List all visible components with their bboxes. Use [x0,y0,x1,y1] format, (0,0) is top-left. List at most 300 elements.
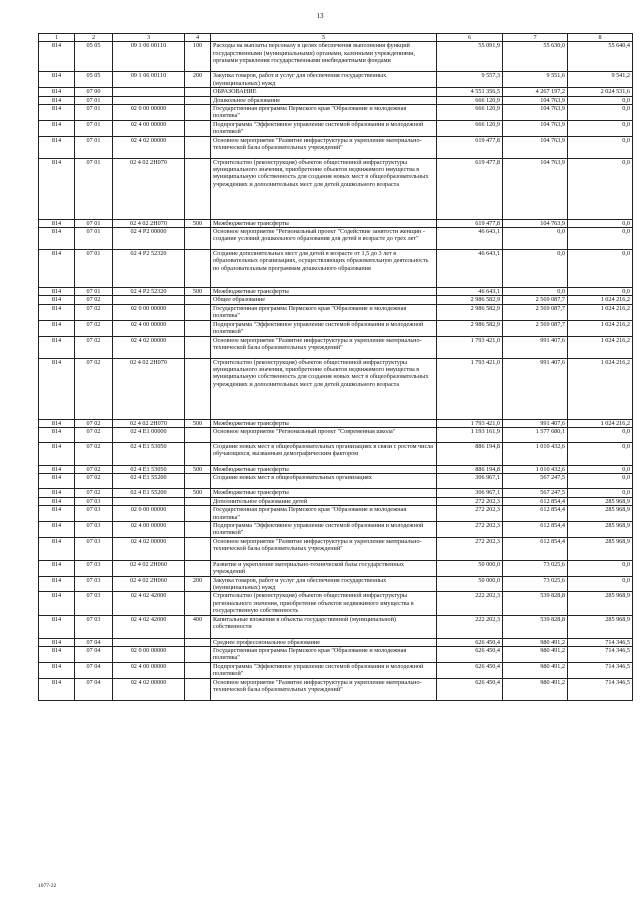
cell-value-year2: 539 828,8 [503,592,568,615]
cell-value-year3: 0,0 [568,250,633,288]
table-row [39,647,633,663]
cell-section-code: 07 02 [75,304,113,320]
cell-value-year3: 0,0 [568,96,633,104]
cell-expense-type [185,506,211,522]
cell-target-code [113,96,185,104]
cell-section-code: 07 03 [75,576,113,592]
cell-expense-type [185,647,211,663]
cell-value-year3: 714 346,5 [568,647,633,663]
cell-description: Закупка товаров, работ и услуг для обеспечения государственных (муниципальных) нужд [211,576,437,592]
cell-value-year3: 55 640,4 [568,42,633,72]
table-row [39,465,633,473]
cell-expense-type [185,678,211,700]
cell-value-year3: 9 541,2 [568,72,633,88]
cell-description: Межбюджетные трансферты [211,288,437,296]
cell-expense-type [185,521,211,537]
cell-description: Развитие и укрепление материально-технической базы государственных учреждений [211,560,437,576]
cell-expense-type [185,638,211,646]
cell-ministry-code: 814 [39,521,75,537]
cell-value-year1: 272 202,3 [437,521,503,537]
cell-section-code: 07 01 [75,136,113,158]
cell-value-year1: 2 986 582,9 [437,296,503,304]
cell-section-code: 07 01 [75,288,113,296]
cell-section-code: 07 04 [75,678,113,700]
cell-expense-type: 500 [185,465,211,473]
cell-value-year1: 272 202,3 [437,506,503,522]
cell-value-year3: 0,0 [568,158,633,219]
cell-ministry-code: 814 [39,136,75,158]
cell-target-code: 02 4 00 00000 [113,662,185,678]
cell-value-year1: 1 793 421,0 [437,358,503,419]
cell-expense-type [185,592,211,615]
cell-section-code: 05 05 [75,72,113,88]
cell-value-year3: 0,0 [568,105,633,121]
cell-target-code: 02 4 00 00000 [113,320,185,336]
cell-description: Подпрограмма "Эффективное управление системой образования и молодежной политикой" [211,120,437,136]
cell-ministry-code: 814 [39,358,75,419]
cell-value-year2: 567 247,5 [503,489,568,497]
table-row [39,537,633,560]
cell-ministry-code: 814 [39,647,75,663]
cell-value-year3: 714 346,5 [568,662,633,678]
cell-ministry-code: 814 [39,419,75,427]
table-row [39,427,633,442]
cell-value-year1: 306 967,1 [437,489,503,497]
cell-description: Среднее профессиональное образование [211,638,437,646]
table-row [39,250,633,288]
table-row [39,219,633,227]
cell-value-year1: 50 000,0 [437,560,503,576]
cell-target-code [113,497,185,505]
table-row [39,521,633,537]
cell-value-year1: 222 202,3 [437,592,503,615]
cell-expense-type [185,474,211,489]
cell-expense-type [185,560,211,576]
cell-section-code: 07 01 [75,120,113,136]
cell-target-code: 02 4 02 2Н070 [113,419,185,427]
cell-target-code [113,638,185,646]
cell-section-code: 07 02 [75,419,113,427]
cell-target-code: 02 4 02 2Н070 [113,358,185,419]
cell-section-code: 07 01 [75,228,113,250]
cell-ministry-code: 814 [39,662,75,678]
cell-value-year3: 0,0 [568,489,633,497]
cell-ministry-code: 814 [39,88,75,96]
cell-value-year1: 1 193 161,9 [437,427,503,442]
cell-value-year3: 714 346,5 [568,678,633,700]
cell-value-year2: 104 763,9 [503,158,568,219]
cell-expense-type [185,336,211,358]
cell-description: Основное мероприятие "Развитие инфраструктуры и укрепление материально-технической базы образовательных учреждений" [211,336,437,358]
cell-value-year2: 980 491,2 [503,638,568,646]
cell-expense-type [185,136,211,158]
table-row [39,489,633,497]
cell-target-code: 02 4 02 2Н070 [113,158,185,219]
cell-description: Основное мероприятие "Развитие инфраструктуры и укрепление материально-технической базы образовательных учреждений" [211,537,437,560]
cell-description: Капитальные вложения в объекты государственной (муниципальной) собственности [211,615,437,638]
cell-value-year1: 4 551 356,5 [437,88,503,96]
cell-value-year2: 4 267 197,2 [503,88,568,96]
cell-description: Создание новых мест в общеобразовательных организациях [211,474,437,489]
cell-value-year1: 46 643,1 [437,288,503,296]
cell-value-year1: 619 477,8 [437,136,503,158]
cell-target-code: 02 4 02 00000 [113,136,185,158]
cell-value-year2: 73 025,6 [503,560,568,576]
table-row [39,158,633,219]
cell-expense-type: 200 [185,72,211,88]
cell-expense-type: 500 [185,419,211,427]
cell-value-year2: 1 577 680,1 [503,427,568,442]
cell-value-year2: 991 407,6 [503,358,568,419]
table-row [39,576,633,592]
cell-ministry-code: 814 [39,96,75,104]
cell-section-code: 07 03 [75,497,113,505]
cell-expense-type [185,250,211,288]
table-row [39,615,633,638]
cell-target-code: 02 0 00 00000 [113,105,185,121]
cell-value-year2: 0,0 [503,250,568,288]
cell-target-code: 02 4 02 00000 [113,537,185,560]
budget-table [38,33,633,701]
cell-value-year1: 666 120,9 [437,120,503,136]
cell-value-year3: 0,0 [568,465,633,473]
cell-ministry-code: 814 [39,228,75,250]
cell-value-year2: 612 854,4 [503,537,568,560]
cell-value-year2: 73 025,6 [503,576,568,592]
cell-value-year3: 0,0 [568,120,633,136]
cell-target-code: 09 1 06 00110 [113,42,185,72]
cell-value-year3: 0,0 [568,136,633,158]
cell-section-code: 07 02 [75,358,113,419]
cell-ministry-code: 814 [39,427,75,442]
cell-value-year2: 2 569 087,7 [503,304,568,320]
cell-description: Расходы на выплаты персоналу в целях обеспечения выполнения функций государственными (муниципальными) органами, казенными учреждениями, органами управления государственными внебюджетными фондами [211,42,437,72]
cell-ministry-code: 814 [39,560,75,576]
cell-target-code: 02 4 02 2Н060 [113,576,185,592]
column-header: 1 [39,34,75,42]
cell-value-year2: 2 569 087,7 [503,320,568,336]
cell-value-year3: 2 024 531,6 [568,88,633,96]
cell-description: Государственная программа Пермского края "Образование и молодежная политика" [211,647,437,663]
cell-value-year1: 1 793 421,0 [437,419,503,427]
table-row [39,662,633,678]
cell-description: Подпрограмма "Эффективное управление системой образования и молодежной политикой" [211,521,437,537]
cell-expense-type: 500 [185,219,211,227]
cell-ministry-code: 814 [39,506,75,522]
cell-ministry-code: 814 [39,615,75,638]
cell-section-code: 07 01 [75,158,113,219]
cell-value-year1: 666 120,9 [437,96,503,104]
cell-ministry-code: 814 [39,638,75,646]
cell-ministry-code: 814 [39,320,75,336]
cell-value-year3: 285 968,9 [568,592,633,615]
cell-description: Основное мероприятие "Развитие инфраструктуры и укрепление материально-технической базы образовательных учреждений" [211,678,437,700]
cell-section-code: 07 03 [75,615,113,638]
cell-value-year3: 0,0 [568,228,633,250]
cell-expense-type: 500 [185,288,211,296]
cell-value-year2: 104 763,9 [503,96,568,104]
cell-expense-type [185,358,211,419]
table-row [39,42,633,72]
cell-target-code: 02 0 00 00000 [113,304,185,320]
table-row [39,96,633,104]
cell-target-code: 02 4 02 2Н070 [113,219,185,227]
cell-expense-type [185,537,211,560]
cell-value-year3: 714 346,5 [568,638,633,646]
cell-section-code: 07 02 [75,442,113,465]
cell-target-code: 02 4 00 00000 [113,120,185,136]
cell-value-year3: 1 024 216,2 [568,419,633,427]
cell-value-year1: 886 194,8 [437,442,503,465]
cell-target-code: 09 1 06 00110 [113,72,185,88]
cell-value-year2: 980 491,2 [503,647,568,663]
cell-target-code [113,88,185,96]
cell-value-year3: 0,0 [568,288,633,296]
cell-description: Государственная программа Пермского края "Образование и молодежная политика" [211,304,437,320]
cell-target-code: 02 0 00 00000 [113,506,185,522]
cell-target-code: 02 4 P2 52320 [113,250,185,288]
cell-section-code: 07 03 [75,560,113,576]
cell-description: ОБРАЗОВАНИЕ [211,88,437,96]
cell-ministry-code: 814 [39,474,75,489]
cell-section-code: 07 03 [75,592,113,615]
cell-ministry-code: 814 [39,489,75,497]
cell-description: Строительство (реконструкция) объектов общественной инфраструктуры муниципального значения, приобретение объектов недвижимого имущества в муниципальную собственность для создания новых мест в общеобразовательных учреждениях и дополнительных мест для детей дошкольного возраста [211,358,437,419]
cell-section-code: 07 03 [75,506,113,522]
cell-value-year1: 666 120,9 [437,105,503,121]
cell-value-year2: 612 854,4 [503,506,568,522]
table-row [39,560,633,576]
column-header: 8 [568,34,633,42]
cell-value-year2: 1 010 432,6 [503,442,568,465]
cell-ministry-code: 814 [39,42,75,72]
cell-value-year3: 1 024 216,2 [568,336,633,358]
cell-section-code: 07 00 [75,88,113,96]
cell-value-year2: 104 763,9 [503,105,568,121]
cell-value-year2: 612 854,4 [503,521,568,537]
table-row [39,358,633,419]
cell-expense-type: 500 [185,489,211,497]
cell-section-code: 07 02 [75,489,113,497]
cell-value-year2: 980 491,2 [503,678,568,700]
cell-ministry-code: 814 [39,537,75,560]
header-row [39,34,633,42]
cell-section-code: 07 01 [75,250,113,288]
cell-value-year1: 626 450,4 [437,678,503,700]
cell-value-year1: 1 793 421,0 [437,336,503,358]
cell-expense-type: 200 [185,576,211,592]
table-row [39,105,633,121]
cell-description: Дошкольное образование [211,96,437,104]
cell-section-code: 07 02 [75,474,113,489]
cell-description: Основное мероприятие "Региональный проект "Современная школа" [211,427,437,442]
cell-target-code: 02 4 E1 53050 [113,465,185,473]
cell-value-year3: 285 968,9 [568,521,633,537]
cell-value-year3: 285 968,9 [568,615,633,638]
cell-value-year3: 1 024 216,2 [568,320,633,336]
cell-ministry-code: 814 [39,158,75,219]
cell-value-year1: 50 000,0 [437,576,503,592]
cell-section-code: 07 02 [75,320,113,336]
cell-target-code: 02 4 E1 55200 [113,474,185,489]
cell-expense-type [185,120,211,136]
cell-target-code: 02 4 E1 00000 [113,427,185,442]
cell-section-code: 07 01 [75,105,113,121]
cell-section-code: 07 03 [75,521,113,537]
table-row [39,120,633,136]
cell-value-year2: 104 763,9 [503,120,568,136]
cell-value-year2: 991 407,6 [503,336,568,358]
cell-ministry-code: 814 [39,72,75,88]
table-row [39,506,633,522]
table-row [39,442,633,465]
cell-value-year3: 1 024 216,2 [568,358,633,419]
table-row [39,592,633,615]
cell-description: Основное мероприятие "Развитие инфраструктуры и укрепление материально-технической базы образовательных учреждений" [211,136,437,158]
cell-section-code: 07 04 [75,638,113,646]
cell-value-year1: 626 450,4 [437,662,503,678]
cell-value-year1: 2 986 582,9 [437,320,503,336]
cell-expense-type [185,96,211,104]
cell-description: Межбюджетные трансферты [211,219,437,227]
cell-value-year3: 0,0 [568,576,633,592]
cell-value-year1: 222 202,3 [437,615,503,638]
cell-target-code: 02 4 02 00000 [113,678,185,700]
cell-ministry-code: 814 [39,576,75,592]
cell-value-year3: 1 024 216,2 [568,296,633,304]
cell-expense-type [185,304,211,320]
cell-description: Создание дополнительных мест для детей в возрасте от 1,5 до 3 лет в образовательных организациях, осуществляющих образовательную деятельность по образовательным программам дошкольного образования [211,250,437,288]
table-row [39,72,633,88]
cell-description: Подпрограмма "Эффективное управление системой образования и молодежной политикой" [211,662,437,678]
cell-value-year1: 272 202,3 [437,497,503,505]
table-row [39,296,633,304]
table-row [39,228,633,250]
column-header: 4 [185,34,211,42]
cell-description: Государственная программа Пермского края "Образование и молодежная политика" [211,506,437,522]
cell-value-year1: 55 091,9 [437,42,503,72]
cell-expense-type [185,296,211,304]
cell-value-year2: 1 010 432,6 [503,465,568,473]
cell-section-code: 07 02 [75,427,113,442]
cell-expense-type [185,320,211,336]
page-number: 13 [316,12,324,20]
table-row [39,320,633,336]
cell-expense-type [185,88,211,96]
cell-target-code: 02 4 E1 55200 [113,489,185,497]
cell-section-code: 05 05 [75,42,113,72]
column-header: 5 [211,34,437,42]
cell-value-year3: 285 968,9 [568,537,633,560]
cell-value-year2: 55 630,0 [503,42,568,72]
cell-value-year2: 104 763,9 [503,219,568,227]
cell-value-year2: 0,0 [503,228,568,250]
cell-section-code: 07 03 [75,537,113,560]
cell-description: Подпрограмма "Эффективное управление системой образования и молодежной политикой" [211,320,437,336]
cell-description: Межбюджетные трансферты [211,489,437,497]
cell-value-year3: 0,0 [568,427,633,442]
column-header: 3 [113,34,185,42]
table-row [39,678,633,700]
table-row [39,304,633,320]
cell-expense-type [185,442,211,465]
table-row [39,136,633,158]
cell-expense-type [185,497,211,505]
table-row [39,88,633,96]
cell-section-code: 07 02 [75,465,113,473]
cell-ministry-code: 814 [39,304,75,320]
cell-target-code: 02 4 02 42000 [113,615,185,638]
cell-ministry-code: 814 [39,442,75,465]
table-row [39,336,633,358]
cell-ministry-code: 814 [39,105,75,121]
table-row [39,288,633,296]
cell-ministry-code: 814 [39,288,75,296]
cell-ministry-code: 814 [39,250,75,288]
cell-ministry-code: 814 [39,465,75,473]
cell-target-code: 02 4 02 00000 [113,336,185,358]
cell-value-year2: 2 569 087,7 [503,296,568,304]
cell-value-year1: 626 450,4 [437,647,503,663]
cell-expense-type: 400 [185,615,211,638]
cell-section-code: 07 04 [75,662,113,678]
column-header: 6 [437,34,503,42]
cell-target-code: 02 4 02 2Н060 [113,560,185,576]
cell-section-code: 07 02 [75,296,113,304]
cell-target-code [113,296,185,304]
table-row [39,419,633,427]
cell-ministry-code: 814 [39,678,75,700]
column-header: 2 [75,34,113,42]
cell-value-year1: 626 450,4 [437,638,503,646]
cell-value-year3: 0,0 [568,474,633,489]
table-row [39,497,633,505]
cell-section-code: 07 01 [75,219,113,227]
cell-value-year1: 619 477,8 [437,158,503,219]
cell-value-year1: 46 643,1 [437,250,503,288]
cell-value-year3: 0,0 [568,560,633,576]
cell-value-year1: 9 557,3 [437,72,503,88]
cell-value-year1: 619 477,8 [437,219,503,227]
cell-value-year2: 539 828,8 [503,615,568,638]
cell-value-year3: 285 968,9 [568,506,633,522]
cell-description: Межбюджетные трансферты [211,465,437,473]
cell-description: Межбюджетные трансферты [211,419,437,427]
cell-value-year2: 9 551,6 [503,72,568,88]
cell-value-year3: 0,0 [568,219,633,227]
cell-expense-type [185,427,211,442]
cell-description: Общее образование [211,296,437,304]
cell-expense-type: 100 [185,42,211,72]
cell-ministry-code: 814 [39,592,75,615]
cell-description: Основное мероприятие "Региональный проект "Содействие занятости женщин - создание условий дошкольного образования для детей в возрасте до трех лет" [211,228,437,250]
cell-description: Строительство (реконструкция) объектов общественной инфраструктуры муниципального значения, приобретение объектов недвижимого имущества в муниципальную собственность для создания новых мест в общеобразовательных учреждениях и дополнительных мест для детей дошкольного возраста [211,158,437,219]
cell-expense-type [185,158,211,219]
cell-value-year1: 2 986 582,9 [437,304,503,320]
cell-expense-type [185,105,211,121]
cell-ministry-code: 814 [39,120,75,136]
footer-code: 1077-22 [38,883,57,889]
cell-target-code: 02 4 02 42000 [113,592,185,615]
cell-value-year2: 104 763,9 [503,136,568,158]
cell-ministry-code: 814 [39,497,75,505]
cell-ministry-code: 814 [39,296,75,304]
cell-target-code: 02 0 00 00000 [113,647,185,663]
cell-ministry-code: 814 [39,336,75,358]
cell-value-year3: 285 968,9 [568,497,633,505]
cell-section-code: 07 04 [75,647,113,663]
cell-section-code: 07 01 [75,96,113,104]
